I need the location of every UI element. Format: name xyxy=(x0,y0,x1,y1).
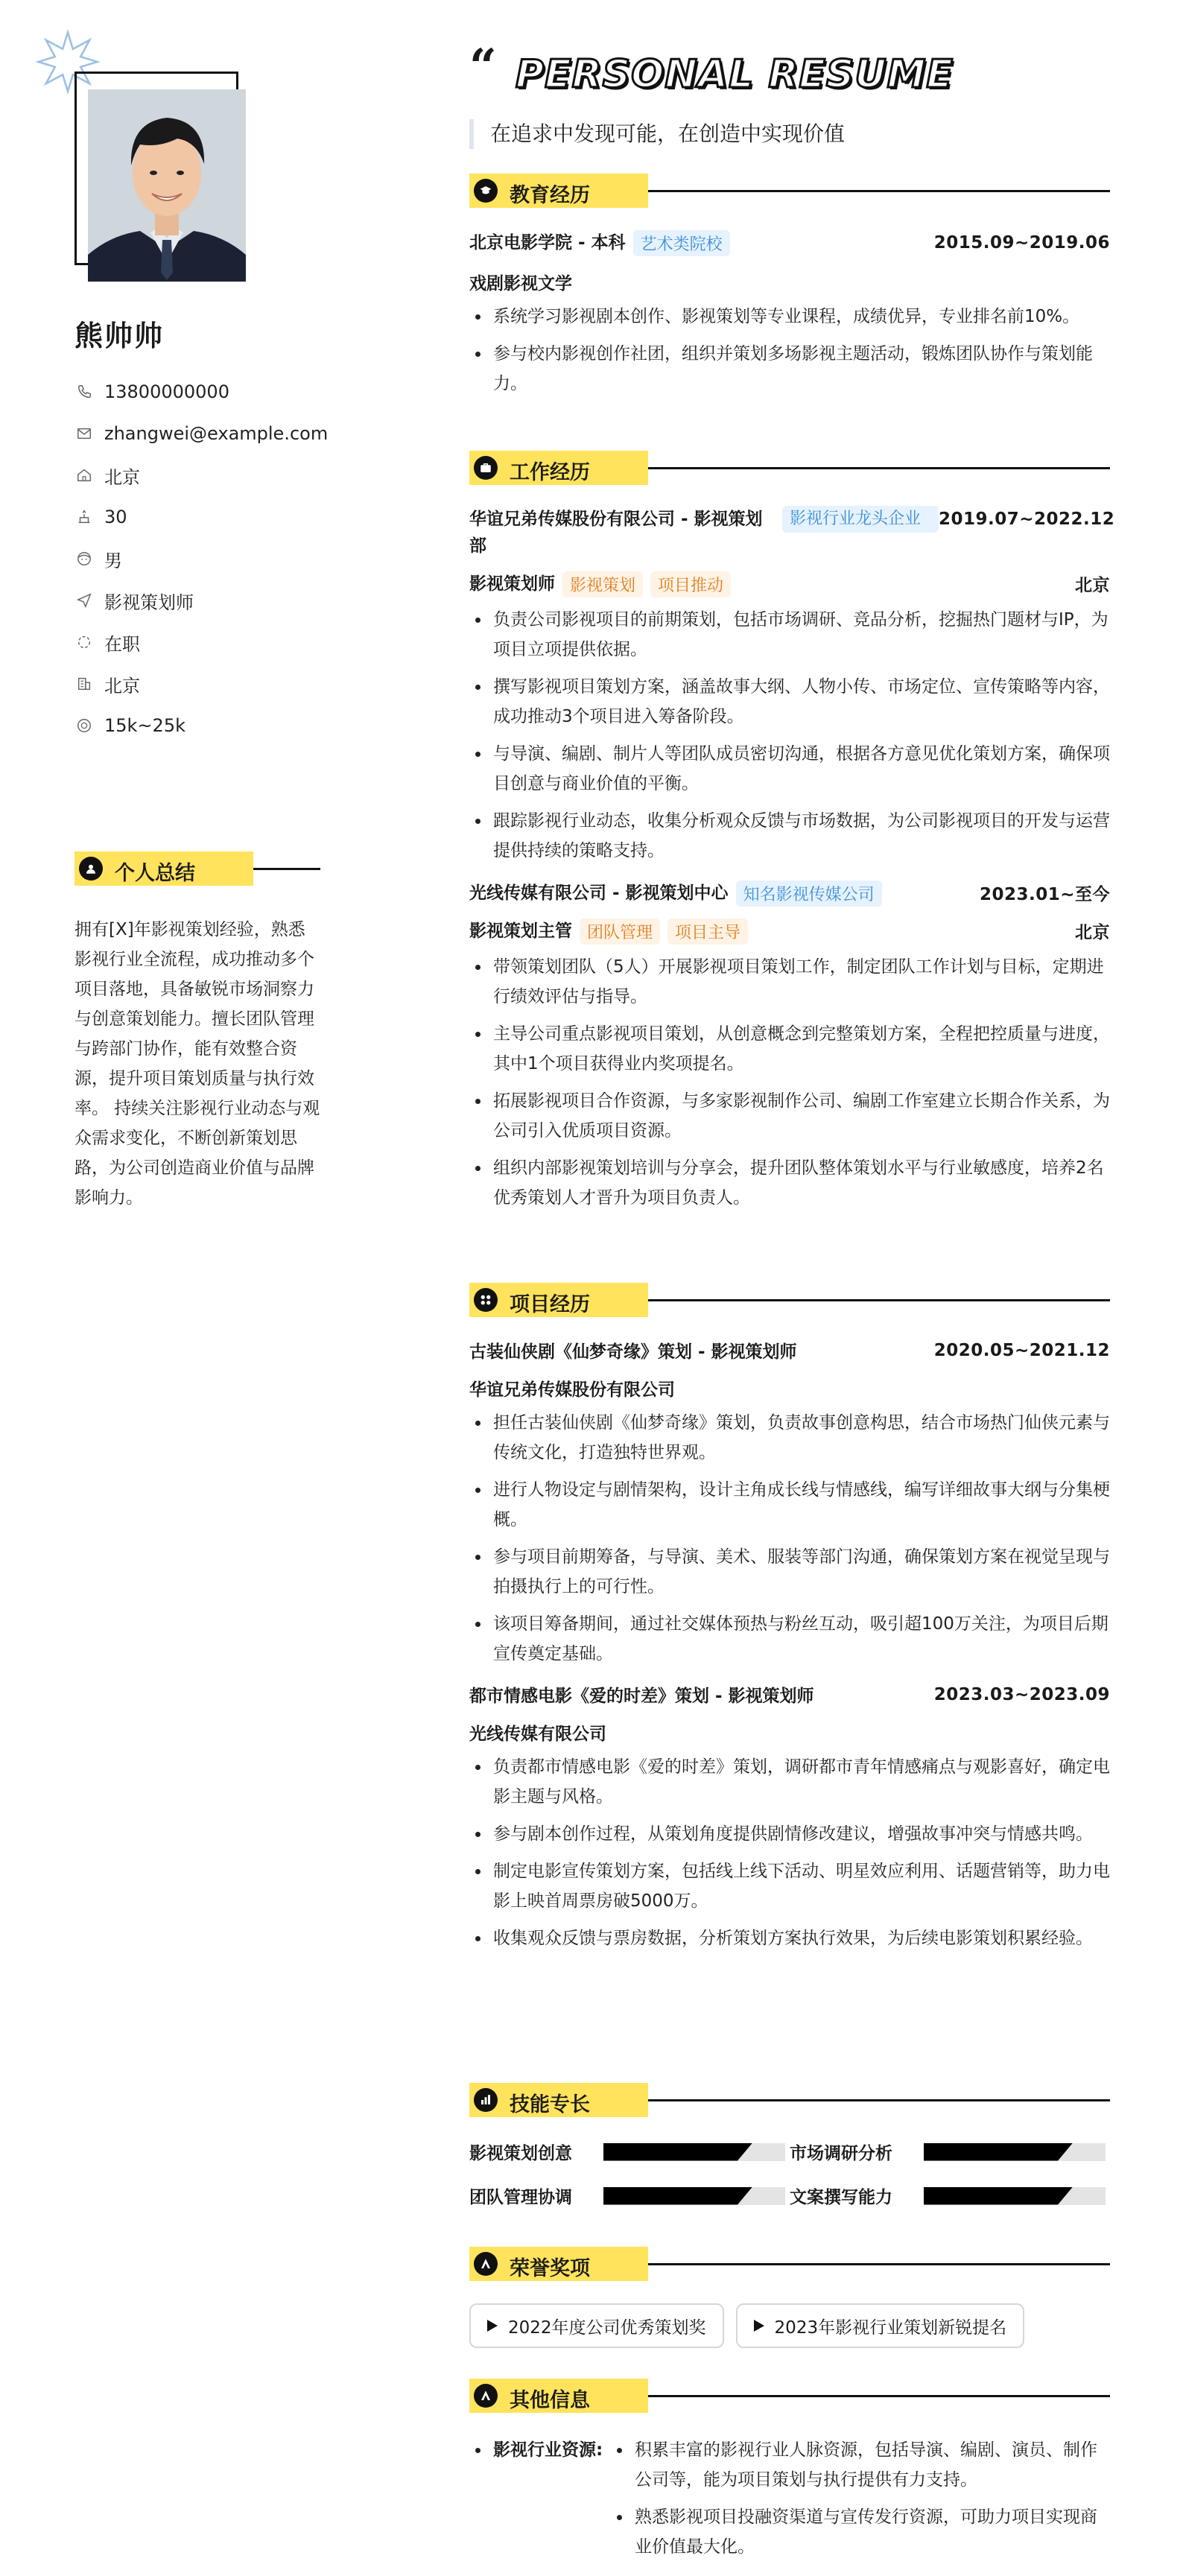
other-section xyxy=(469,2379,1110,2569)
status-icon xyxy=(74,632,94,652)
entry-date: 2015.09~2019.06 xyxy=(933,232,1110,253)
list-item: 组织内部影视策划培训与分享会，提升团队整体策划水平与行业敏感度，培养2名优秀策划人才晋升为项目负责人。 xyxy=(469,1153,1110,1213)
heading-rule xyxy=(648,1299,1110,1301)
project-name: 都市情感电影《爱的时差》策划 - 影视策划师 xyxy=(469,1687,814,1706)
skill-item xyxy=(790,2139,1110,2164)
role-title: 影视策划师 xyxy=(469,574,555,594)
info-text: 13800000000 xyxy=(104,381,229,402)
mail-icon xyxy=(74,424,94,443)
play-icon xyxy=(754,2320,764,2332)
list-item: 积累丰富的影视行业人脉资源，包括导演、编剧、演员、制作公司等，能为项目策划与执行提供有力支持。 xyxy=(611,2435,1110,2495)
grid-icon xyxy=(474,1288,498,1312)
school-name xyxy=(469,229,730,256)
entry-date: 2023.01~至今 xyxy=(979,885,1110,904)
heading-rule xyxy=(648,2263,1110,2265)
heading-rule xyxy=(648,467,1110,469)
list-item: 撰写影视项目策划方案，涵盖故事大纲、人物小传、市场定位、宣传策略等内容，成功推动3个项目进入筹备阶段。 xyxy=(469,672,1110,732)
list-item: 该项目筹备期间，通过社交媒体预热与粉丝互动，吸引超100万关注，为项目后期宣传奠定基础。 xyxy=(469,1609,1110,1669)
section-heading xyxy=(469,1283,1110,1317)
section-title: 教育经历 xyxy=(510,184,590,207)
projects-section xyxy=(469,1283,1110,1961)
school-label: 北京电影学院 - 本科 xyxy=(469,233,626,253)
tagline: 在追求中发现可能，在创造中实现价值 xyxy=(469,119,845,149)
section-heading xyxy=(469,451,1110,485)
skill-item xyxy=(469,2139,790,2164)
skill-fill xyxy=(924,2143,1073,2161)
info-text: 北京 xyxy=(104,675,140,697)
summary-text: 拥有[X]年影视策划经验，熟悉影视行业全流程，成功推动多个项目落地，具备敏锐市场洞察力与创意策划能力。擅长团队管理与跨部门协作，能有效整合资源，提升项目策划质量与执行效率。 持续关注影视行业动态与观众需求变化，不断创新策划思路，为公司创造商业价值与品牌影响力。 xyxy=(74,920,320,1208)
info-city xyxy=(74,663,328,705)
heading-rule xyxy=(648,2099,1110,2101)
list-item: 参与项目前期筹备，与导演、美术、服装等部门沟通，确保策划方案在视觉呈现与拍摄执行上的可行性。 xyxy=(469,1542,1110,1602)
profile-name: 熊帅帅 xyxy=(74,320,165,352)
list-item: 进行人物设定与剧情架构，设计主角成长线与情感线，编写详细故事大纲与分集梗概。 xyxy=(469,1475,1110,1535)
awards-section xyxy=(469,2247,1110,2348)
school-tag: 艺术类院校 xyxy=(633,230,730,256)
work-entry xyxy=(469,879,1110,1213)
company-block xyxy=(469,879,882,907)
list-item: 系统学习影视剧本创作、影视策划等专业课程，成绩优异，专业排名前10%。 xyxy=(469,302,1110,331)
list-item: 主导公司重点影视项目策划，从创意概念到完整策划方案，全程把控质量与进度，其中1个项目获得业内奖项提名。 xyxy=(469,1019,1110,1079)
skill-name: 文案撰写能力 xyxy=(790,2188,892,2207)
section-title: 其他信息 xyxy=(510,2389,590,2412)
company-tag: 影视行业龙头企业 xyxy=(782,506,939,533)
list-item: 担任古装仙侠剧《仙梦奇缘》策划，负责故事创意构思，结合市场热门仙侠元素与传统文化，打造独特世界观。 xyxy=(469,1408,1110,1468)
entry-date: 2019.07~2022.12 xyxy=(939,510,1115,529)
list-item: 带领策划团队（5人）开展影视项目策划工作，制定团队工作计划与目标，定期进行绩效评估与指导。 xyxy=(469,952,1110,1012)
role-tag: 项目推动 xyxy=(650,571,731,597)
info-text: 15k~25k xyxy=(104,715,185,736)
info-text: 30 xyxy=(104,507,127,527)
awards-list xyxy=(469,2303,1110,2348)
info-phone xyxy=(74,371,328,413)
skill-fill xyxy=(603,2187,752,2205)
list-item: 参与校内影视创作社团，组织并策划多场影视主题活动，锻炼团队协作与策划能力。 xyxy=(469,339,1110,399)
list-item: 负责公司影视项目的前期策划，包括市场调研、竞品分析，挖掘热门题材与IP，为项目立项提供依据。 xyxy=(469,605,1110,664)
building-icon xyxy=(74,674,94,694)
info-gender xyxy=(74,538,328,580)
section-heading xyxy=(469,2379,1110,2413)
skill-bar xyxy=(924,2143,1106,2161)
work-entry xyxy=(469,506,1115,866)
skill-bar xyxy=(603,2187,785,2205)
bullet-list xyxy=(469,1408,1110,1669)
info-text: 影视策划师 xyxy=(104,591,194,613)
skill-name: 市场调研分析 xyxy=(790,2144,892,2163)
bullet-list xyxy=(469,952,1110,1213)
heading-rule xyxy=(253,868,320,870)
company-block xyxy=(469,506,939,559)
section-title: 荣誉奖项 xyxy=(510,2257,590,2280)
entry-header xyxy=(469,879,1110,907)
skills-section xyxy=(469,2083,1110,2208)
award-icon xyxy=(474,2252,498,2276)
send-icon xyxy=(74,591,94,610)
other-key: 影视行业资源: xyxy=(469,2435,611,2569)
user-icon xyxy=(79,857,103,881)
list-item: 收集观众反馈与票房数据，分析策划方案执行效果，为后续电影策划积累经验。 xyxy=(469,1923,1110,1953)
avatar-illustration xyxy=(88,89,246,282)
resume-title: PERSONAL RESUME xyxy=(516,52,954,97)
education-section xyxy=(469,174,1110,406)
education-entry xyxy=(469,229,1110,399)
age-icon xyxy=(74,507,94,527)
heading-rule xyxy=(648,2395,1110,2397)
work-section xyxy=(469,451,1115,1220)
skill-item xyxy=(469,2183,790,2208)
skill-item xyxy=(790,2183,1110,2208)
role-tag: 项目主导 xyxy=(667,919,748,945)
bullet-list xyxy=(611,2435,1110,2569)
entry-header xyxy=(469,1338,1110,1362)
entry-header xyxy=(469,229,1110,256)
company-name: 光线传媒有限公司 - 影视策划中心 xyxy=(469,883,729,903)
major: 戏剧影视文学 xyxy=(469,274,572,294)
entry-date: 2020.05~2021.12 xyxy=(933,1340,1110,1360)
list-item: 跟踪影视行业动态，收集分析观众反馈与市场数据，为公司影视项目的开发与运营提供持续的策略支持。 xyxy=(469,806,1110,866)
heading-rule xyxy=(648,190,1110,192)
graduation-cap-icon xyxy=(474,179,498,203)
list-item: 与导演、编剧、制片人等团队成员密切沟通，根据各方意见优化策划方案，确保项目创意与商业价值的平衡。 xyxy=(469,739,1110,799)
skills-grid xyxy=(469,2139,1110,2208)
award-chip xyxy=(736,2303,1025,2348)
skill-bar xyxy=(603,2143,785,2161)
list-item: 负责都市情感电影《爱的时差》策划，调研都市青年情感痛点与观影喜好，确定电影主题与风格。 xyxy=(469,1752,1110,1812)
role-row xyxy=(469,917,1110,945)
role-title: 影视策划主管 xyxy=(469,921,572,941)
info-age xyxy=(74,496,328,538)
list-item: 制定电影宣传策划方案，包括线上线下活动、明星效应利用、话题营销等，助力电影上映首周票房破5000万。 xyxy=(469,1856,1110,1916)
role-tag: 影视策划 xyxy=(562,571,643,597)
info-status xyxy=(74,621,328,663)
role-tag: 团队管理 xyxy=(580,919,660,945)
bullet-list xyxy=(469,605,1110,866)
section-heading xyxy=(469,174,1110,208)
summary-title: 个人总结 xyxy=(115,862,195,885)
role-block xyxy=(469,917,748,945)
bullet-list xyxy=(469,1752,1110,1953)
entry-date: 2023.03~2023.09 xyxy=(933,1684,1110,1704)
project-name: 古装仙侠剧《仙梦奇缘》策划 - 影视策划师 xyxy=(469,1342,797,1362)
entry-header xyxy=(469,1682,1110,1707)
project-company: 光线传媒有限公司 xyxy=(469,1725,606,1744)
gender-icon xyxy=(74,549,94,568)
section-heading xyxy=(469,2247,1110,2281)
role-row xyxy=(469,570,1110,597)
section-title: 工作经历 xyxy=(510,461,590,484)
award-label: 2022年度公司优秀策划奖 xyxy=(508,2318,706,2338)
section-heading xyxy=(469,2083,1110,2117)
avatar xyxy=(88,89,246,282)
salary-icon xyxy=(74,716,94,735)
city: 北京 xyxy=(1075,923,1110,942)
info-email xyxy=(74,413,328,454)
skill-fill xyxy=(924,2187,1073,2205)
home-icon xyxy=(74,466,94,485)
info-text: 在职 xyxy=(104,633,140,655)
entry-header xyxy=(469,506,1115,559)
info-text: zhangwei@example.com xyxy=(104,423,329,444)
skill-name: 影视策划创意 xyxy=(469,2144,572,2163)
info-text: 男 xyxy=(104,550,122,571)
project-entry xyxy=(469,1682,1110,1953)
skill-name: 团队管理协调 xyxy=(469,2188,572,2207)
company-name: 华谊兄弟传媒股份有限公司 - 影视策划部 xyxy=(469,510,763,556)
phone-icon xyxy=(74,382,94,402)
skill-bar xyxy=(924,2187,1106,2205)
play-icon xyxy=(487,2320,498,2332)
project-company: 华谊兄弟传媒股份有限公司 xyxy=(469,1380,675,1400)
award-chip xyxy=(469,2303,724,2348)
other-entry xyxy=(469,2435,1110,2569)
skill-fill xyxy=(603,2143,752,2161)
info-text: 北京 xyxy=(104,466,140,488)
info-position xyxy=(74,580,328,621)
role-block xyxy=(469,570,731,597)
list-item: 熟悉影视项目投融资渠道与宣传发行资源，可助力项目实现商业价值最大化。 xyxy=(611,2502,1110,2562)
info-icon xyxy=(474,2384,498,2408)
briefcase-icon xyxy=(474,456,498,480)
city: 北京 xyxy=(1075,576,1110,595)
bullet-list xyxy=(469,302,1110,399)
list-item: 拓展影视项目合作资源，与多家影视制作公司、编剧工作室建立长期合作关系，为公司引入优质项目资源。 xyxy=(469,1086,1110,1146)
list-item: 参与剧本创作过程，从策划角度提供剧情修改建议，增强故事冲突与情感共鸣。 xyxy=(469,1819,1110,1849)
info-home xyxy=(74,454,328,496)
bar-chart-icon xyxy=(474,2088,498,2112)
quote-mark: “ xyxy=(469,39,497,95)
info-salary xyxy=(74,705,328,746)
award-label: 2023年影视行业策划新锐提名 xyxy=(774,2318,1007,2338)
section-title: 项目经历 xyxy=(510,1293,590,1316)
section-title: 技能专长 xyxy=(510,2093,590,2116)
company-tag: 知名影视传媒公司 xyxy=(736,881,882,907)
left-column xyxy=(0,0,417,2576)
contact-info-list xyxy=(74,371,328,746)
summary-heading xyxy=(74,851,320,886)
project-entry xyxy=(469,1338,1110,1669)
